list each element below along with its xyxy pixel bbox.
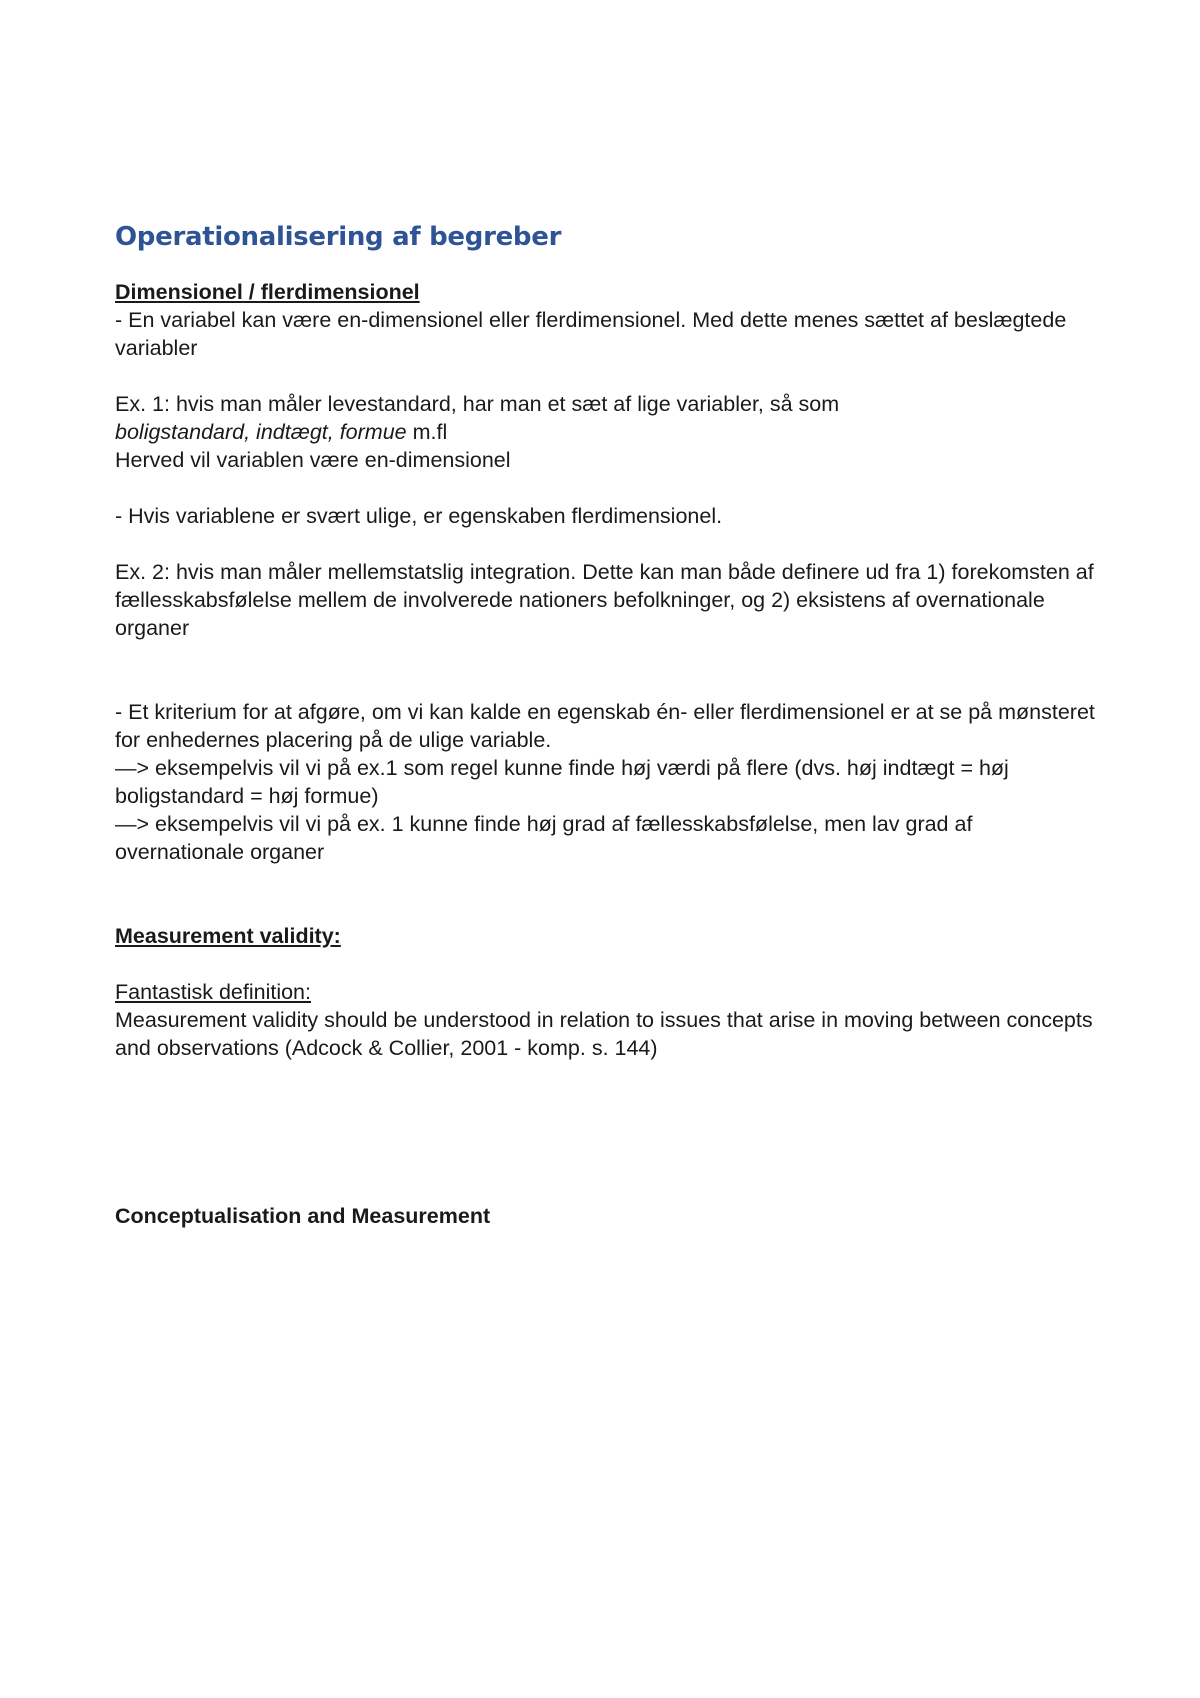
blank-lines <box>115 1062 1100 1202</box>
section-heading-measurement-validity: Measurement validity: <box>115 924 341 948</box>
document-title: Operationalisering af begreber <box>115 222 562 252</box>
paragraph-measurement-validity: Measurement validity should be understood in relation to issues that arise in moving between concepts and observations (Adcock & Collier, 2001 - komp. s. 144) <box>115 1008 1093 1060</box>
blank-line <box>115 362 1100 390</box>
arrow-point-1: —> eksempelvis vil vi på ex.1 som regel kunne finde høj værdi på flere (dvs. høj indtægt = høj boligstandard = høj formue) <box>115 756 1009 808</box>
blank-line <box>115 950 1100 978</box>
document-body <box>115 220 1100 1230</box>
section-heading-dimensionel: Dimensionel / flerdimensionel <box>115 280 420 304</box>
example-1-variables <box>115 418 1100 446</box>
example-1-line: Ex. 1: hvis man måler levestandard, har man et sæt af lige variabler, så som <box>115 392 840 416</box>
example-1-conclusion: Herved vil variablen være en-dimensionel <box>115 448 511 472</box>
blank-lines <box>115 866 1100 922</box>
paragraph-criterion: - Et kriterium for at afgøre, om vi kan kalde en egenskab én- eller flerdimensionel er at se på mønsteret for enhedernes placering på de ulige variable. <box>115 700 1095 752</box>
blank-lines <box>115 642 1100 698</box>
example-1-italic-terms: boligstandard, indtægt, formue <box>115 420 407 444</box>
paragraph-variable-definition: - En variabel kan være en-dimensionel eller flerdimensionel. Med dette menes sættet af beslægtede variabler <box>115 308 1067 360</box>
example-2-paragraph: Ex. 2: hvis man måler mellemstatslig integration. Dette kan man både definere ud fra 1) forekomsten af fællesskabsfølelse mellem de involverede nationers befolkninger, og 2) eksistens af overnationale organer <box>115 560 1094 640</box>
arrow-point-2: —> eksempelvis vil vi på ex. 1 kunne finde høj grad af fællesskabsfølelse, men lav grad af overnationale organer <box>115 812 973 864</box>
paragraph-unequal-variables: - Hvis variablene er svært ulige, er egenskaben flerdimensionel. <box>115 504 723 528</box>
subheading-definition: Fantastisk definition: <box>115 980 311 1004</box>
blank-line <box>115 474 1100 502</box>
blank-line <box>115 530 1100 558</box>
section-heading-conceptualisation: Conceptualisation and Measurement <box>115 1204 491 1228</box>
example-1-suffix: m.fl <box>406 420 448 444</box>
